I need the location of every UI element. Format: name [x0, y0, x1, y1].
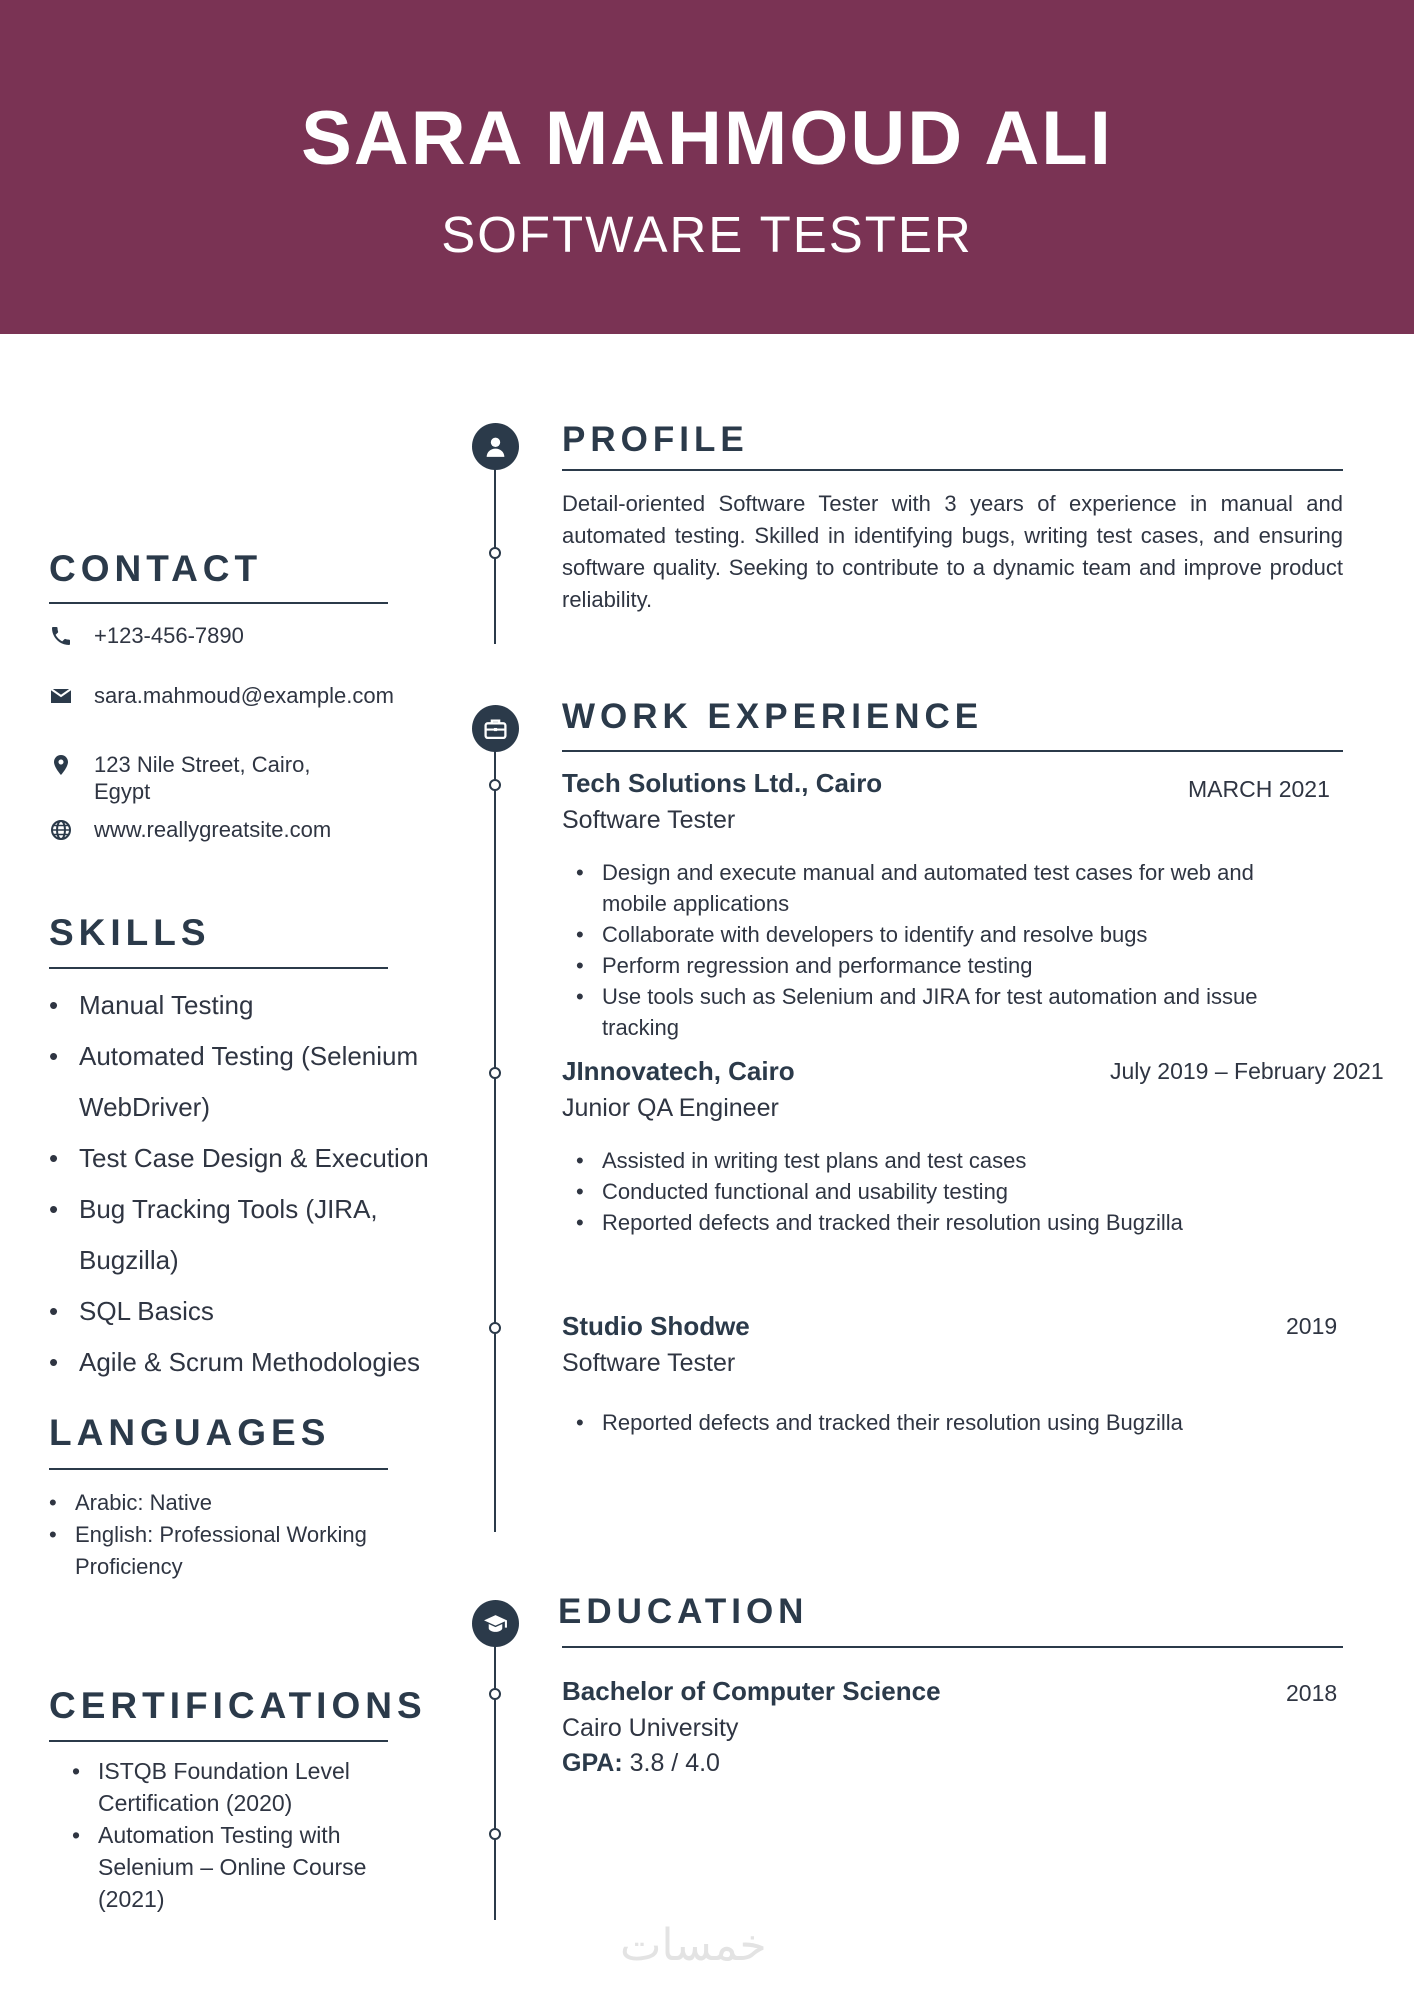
education-gpa	[562, 1749, 720, 1778]
languages-heading: LANGUAGES	[49, 1412, 331, 1453]
timeline-dot	[489, 547, 501, 559]
profile-marker	[472, 423, 519, 470]
timeline-dot	[489, 1322, 501, 1334]
list-item: • Agile & Scrum Methodologies	[49, 1337, 449, 1388]
education-marker	[472, 1600, 519, 1647]
header-banner	[0, 0, 1414, 334]
job-date: July 2019 – February 2021	[1110, 1058, 1384, 1084]
job-role: Junior QA Engineer	[562, 1094, 779, 1122]
person-icon	[483, 434, 508, 459]
list-item: • Test Case Design & Execution	[49, 1133, 449, 1184]
contact-heading: CONTACT	[49, 548, 263, 589]
certifications-heading: CERTIFICATIONS	[49, 1685, 427, 1726]
contact-email-text[interactable]: sara.mahmoud@example.com	[94, 683, 394, 708]
certifications-divider	[49, 1740, 388, 1742]
watermark-logo: خمسات	[620, 1920, 767, 1971]
education-degree: Bachelor of Computer Science	[562, 1676, 941, 1706]
job-title: SOFTWARE TESTER	[441, 206, 973, 263]
timeline-dot	[489, 1828, 501, 1840]
list-item: • Perform regression and performance testing	[576, 950, 1311, 981]
timeline-dot	[489, 1688, 501, 1700]
education-heading: EDUCATION	[558, 1592, 809, 1631]
graduation-cap-icon	[483, 1611, 508, 1636]
skills-list	[49, 980, 449, 1388]
gpa-value: 3.8 / 4.0	[629, 1749, 720, 1777]
job-duties	[576, 1407, 1336, 1438]
gpa-label: GPA:	[562, 1749, 623, 1777]
job-company: JInnovatech, Cairo	[562, 1056, 795, 1086]
list-item: • Automation Testing with Selenium – Online Course (2021)	[72, 1819, 392, 1915]
profile-heading: PROFILE	[562, 420, 749, 459]
contact-address-text: 123 Nile Street, Cairo, Egypt	[94, 752, 311, 804]
list-item: • Reported defects and tracked their resolution using Bugzilla	[576, 1207, 1336, 1238]
contact-website-text[interactable]: www.reallygreatsite.com	[94, 817, 332, 842]
experience-divider	[562, 750, 1343, 752]
education-year: 2018	[1286, 1680, 1338, 1706]
contact-phone-text: +123-456-7890	[94, 623, 244, 648]
job-company: Studio Shodwe	[562, 1311, 750, 1341]
candidate-name: SARA MAHMOUD ALI	[301, 96, 1113, 181]
list-item: • Assisted in writing test plans and test cases	[576, 1145, 1336, 1176]
briefcase-icon	[483, 716, 508, 741]
job-role: Software Tester	[562, 1349, 736, 1377]
job-company: Tech Solutions Ltd., Cairo	[562, 768, 883, 798]
list-item: • Conducted functional and usability testing	[576, 1176, 1336, 1207]
mail-icon	[49, 684, 73, 708]
job-duties	[576, 857, 1311, 1043]
job-date: 2019	[1286, 1313, 1338, 1339]
globe-icon	[49, 818, 73, 842]
experience-marker	[472, 705, 519, 752]
timeline-dot	[489, 1067, 501, 1079]
list-item: • Design and execute manual and automated test cases for web and mobile applications	[576, 857, 1311, 919]
list-item: • English: Professional Working Proficiency	[49, 1519, 399, 1583]
timeline-line-experience	[494, 740, 496, 1532]
list-item: • Automated Testing (Selenium WebDriver)	[49, 1031, 449, 1133]
list-item: • Manual Testing	[49, 980, 449, 1031]
list-item: • Bug Tracking Tools (JIRA, Bugzilla)	[49, 1184, 449, 1286]
timeline-line-education	[494, 1640, 496, 1920]
list-item: • Arabic: Native	[49, 1487, 399, 1519]
education-school: Cairo University	[562, 1714, 739, 1742]
list-item: • SQL Basics	[49, 1286, 449, 1337]
experience-heading: WORK EXPERIENCE	[562, 697, 984, 736]
phone-icon	[49, 624, 73, 648]
location-icon	[49, 753, 73, 777]
profile-divider	[562, 469, 1343, 471]
job-date: MARCH 2021	[1188, 776, 1330, 802]
list-item: • Use tools such as Selenium and JIRA for test automation and issue tracking	[576, 981, 1311, 1043]
skills-heading: SKILLS	[49, 912, 211, 953]
job-role: Software Tester	[562, 806, 736, 834]
skills-divider	[49, 967, 388, 969]
profile-text: Detail-oriented Software Tester with 3 years of experience in manual and automated testing. Skilled in identifying bugs, writing test cases, and ensuring software quality. Seeking to contribute to a dynamic team and improve product reliability.	[562, 491, 1343, 612]
languages-list	[49, 1487, 399, 1583]
timeline-dot	[489, 779, 501, 791]
list-item: • Reported defects and tracked their resolution using Bugzilla	[576, 1407, 1336, 1438]
contact-divider	[49, 602, 388, 604]
job-duties	[576, 1145, 1336, 1238]
education-divider	[562, 1646, 1343, 1648]
list-item: • Collaborate with developers to identify and resolve bugs	[576, 919, 1311, 950]
certifications-list	[72, 1755, 392, 1915]
languages-divider	[49, 1468, 388, 1470]
list-item: • ISTQB Foundation Level Certification (2020)	[72, 1755, 392, 1819]
